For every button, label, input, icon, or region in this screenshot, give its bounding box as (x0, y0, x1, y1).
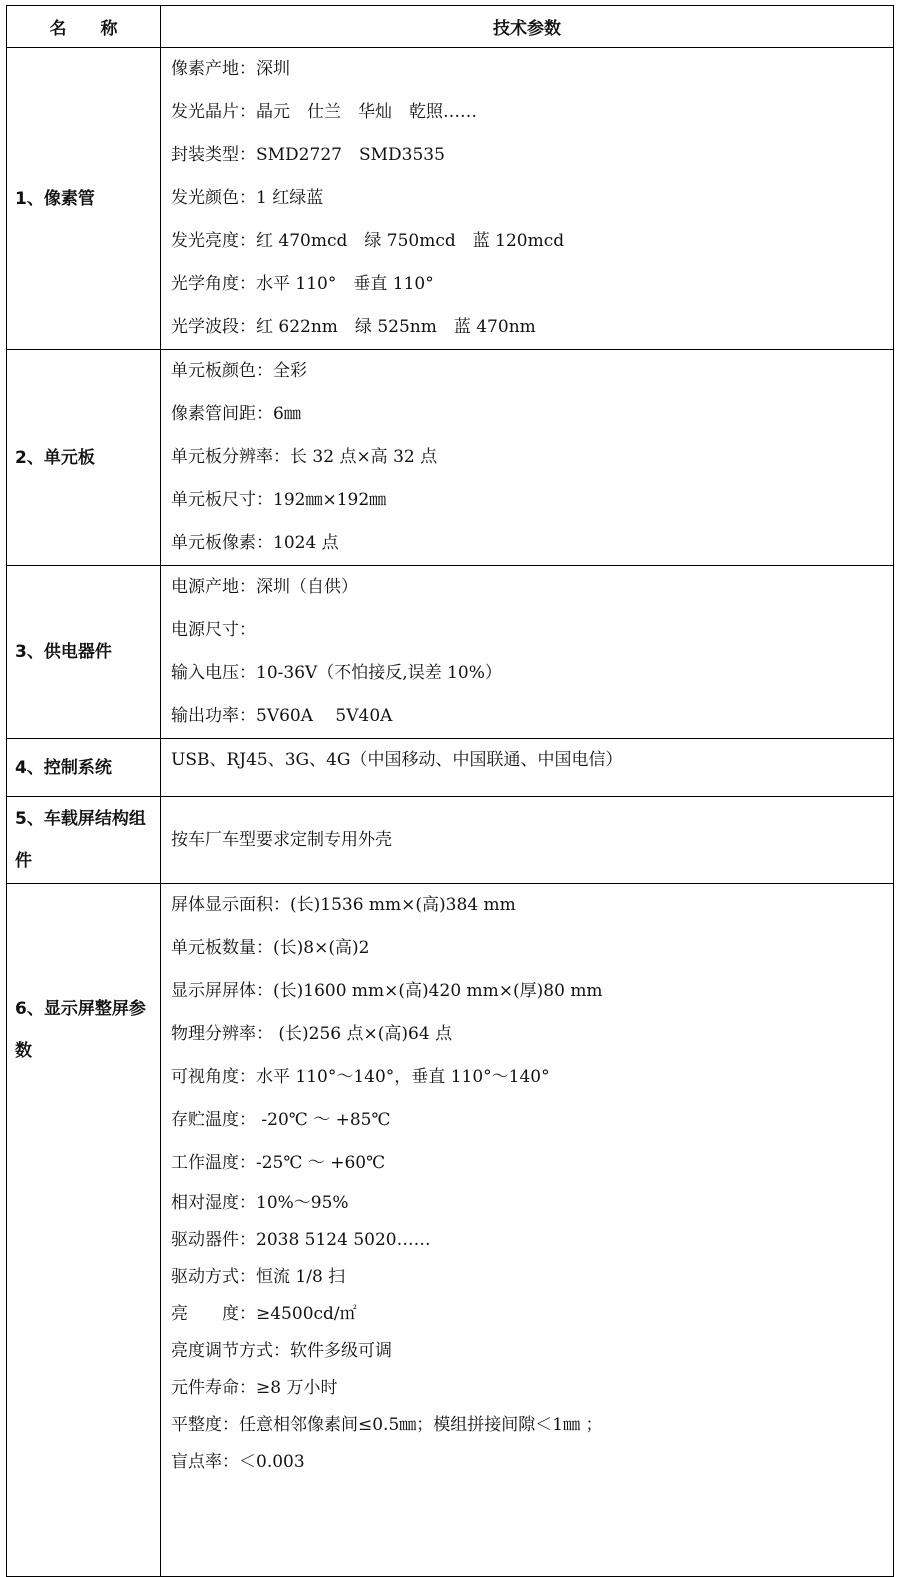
param-line: 屏体显示面积：(长)1536 mm×(高)384 mm (171, 895, 516, 915)
param-line: 亮 度：≥4500cd/㎡ (171, 1304, 357, 1324)
param-line: USB、RJ45、3G、4G（中国移动、中国联通、中国电信） (171, 750, 623, 770)
param-line: 输入电压：10-36V（不怕接反,误差 10%） (171, 663, 502, 683)
param-line: 单元板颜色：全彩 (171, 361, 307, 381)
spec-table (6, 5, 894, 1577)
param-line: 光学角度：水平 110° 垂直 110° (171, 274, 434, 294)
row-name: 3、供电器件 (7, 566, 161, 739)
table-row (7, 566, 894, 739)
row-name: 6、显示屏整屏参数 (7, 884, 161, 1577)
param-line: 显示屏屏体：(长)1600 mm×(高)420 mm×(厚)80 mm (171, 981, 603, 1001)
param-line: 按车厂车型要求定制专用外壳 (171, 829, 392, 850)
param-line: 像素管间距：6㎜ (171, 404, 301, 424)
row-params (161, 739, 894, 797)
header-name: 名 称 (7, 6, 161, 48)
param-line: 电源尺寸： (171, 620, 256, 640)
param-line: 工作温度：-25℃ ～ +60℃ (171, 1153, 386, 1173)
param-line: 驱动器件：2038 5124 5020…… (171, 1230, 431, 1250)
param-line: 封装类型：SMD2727 SMD3535 (171, 145, 445, 165)
param-line: 可视角度：水平 110°～140°，垂直 110°～140° (171, 1067, 550, 1087)
param-line: 单元板分辨率：长 32 点×高 32 点 (171, 447, 438, 467)
row-params (161, 566, 894, 739)
row-name: 2、单元板 (7, 350, 161, 566)
row-params (161, 48, 894, 350)
param-line: 单元板尺寸：192㎜×192㎜ (171, 490, 387, 510)
row-name: 1、像素管 (7, 48, 161, 350)
param-line: 驱动方式：恒流 1/8 扫 (171, 1267, 346, 1287)
param-line: 输出功率：5V60A 5V40A (171, 706, 393, 726)
table-row (7, 884, 894, 1577)
header-row (7, 6, 894, 48)
param-line: 像素产地：深圳 (171, 59, 290, 79)
param-line: 发光颜色：1 红绿蓝 (171, 188, 324, 208)
param-line: 相对湿度：10%～95% (171, 1193, 349, 1213)
table-row (7, 48, 894, 350)
row-name: 5、车载屏结构组件 (7, 797, 161, 884)
param-line: 亮度调节方式：软件多级可调 (171, 1341, 392, 1361)
param-line: 单元板像素：1024 点 (171, 533, 339, 553)
param-line: 盲点率：＜0.003 (171, 1452, 305, 1472)
table-row (7, 797, 894, 884)
param-line: 发光亮度：红 470mcd 绿 750mcd 蓝 120mcd (171, 231, 565, 251)
row-name: 4、控制系统 (7, 739, 161, 797)
param-line: 物理分辨率： (长)256 点×(高)64 点 (171, 1024, 453, 1044)
param-line: 单元板数量：(长)8×(高)2 (171, 938, 370, 958)
param-line: 光学波段：红 622nm 绿 525nm 蓝 470nm (171, 317, 536, 337)
param-line: 存贮温度： -20℃ ～ +85℃ (171, 1110, 391, 1130)
param-line: 平整度：任意相邻像素间≤0.5㎜；模组拼接间隙＜1㎜ ； (171, 1415, 603, 1435)
table-row (7, 739, 894, 797)
param-line: 元件寿命：≥8 万小时 (171, 1378, 338, 1398)
header-params: 技术参数 (161, 6, 894, 48)
row-params (161, 350, 894, 566)
row-params (161, 884, 894, 1577)
param-line: 发光晶片：晶元 仕兰 华灿 乾照…… (171, 102, 477, 122)
table-row (7, 350, 894, 566)
row-params (161, 797, 894, 884)
param-line: 电源产地：深圳（自供） (171, 577, 358, 597)
